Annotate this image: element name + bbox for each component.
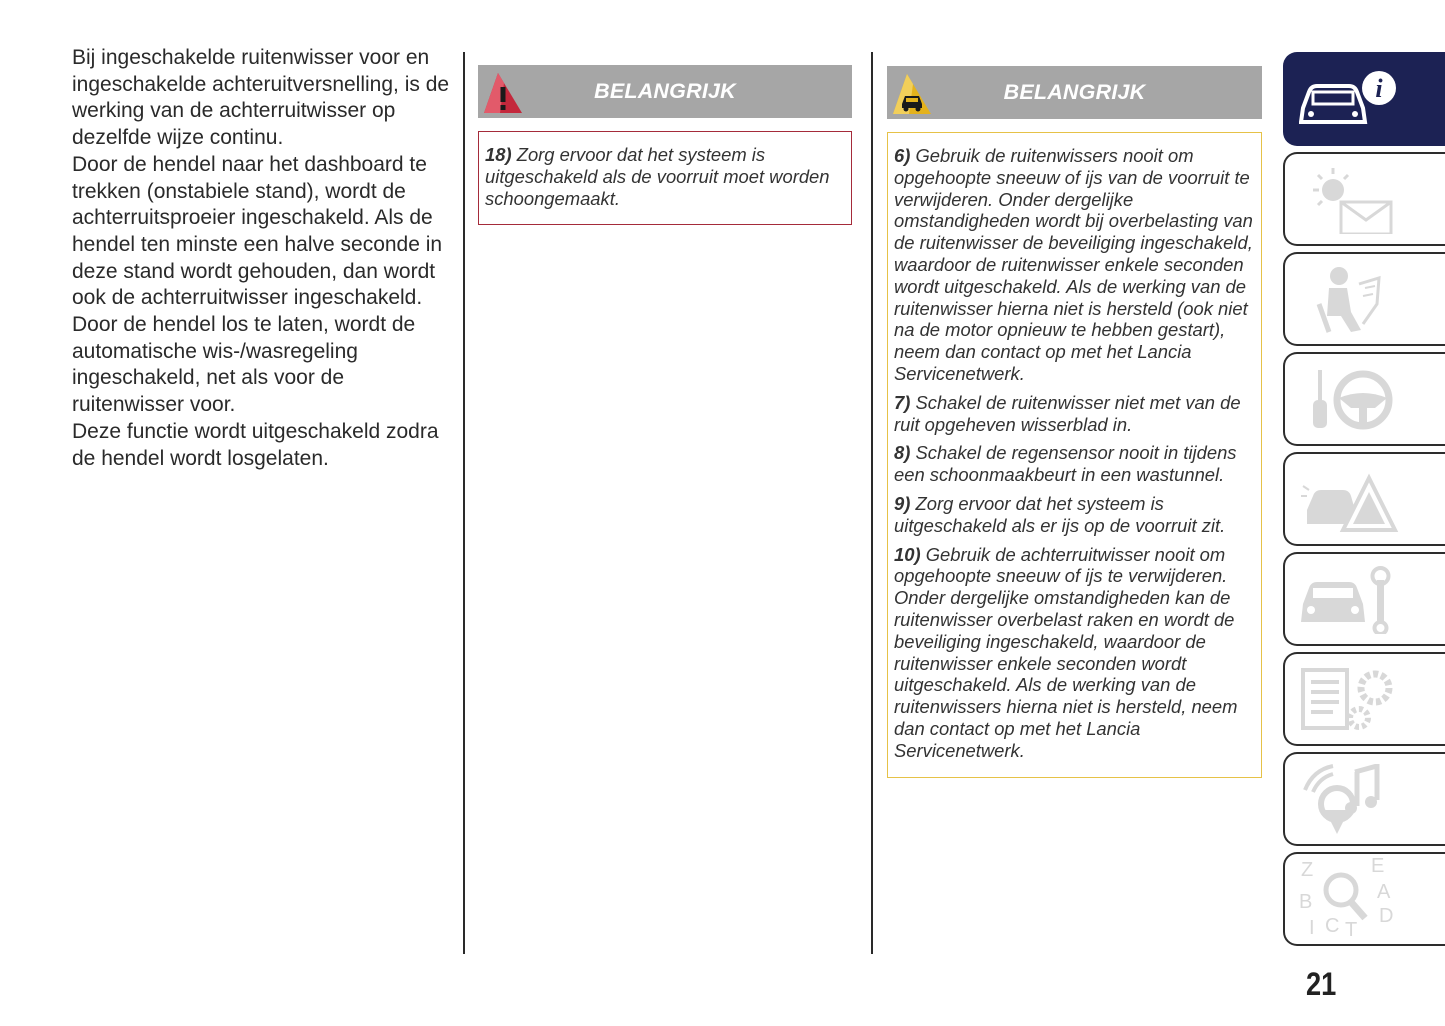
specs-gears-icon [1299,664,1399,734]
index-letter: C [1325,915,1340,936]
index-letter: D [1379,905,1394,927]
index-letter: I [1309,917,1315,936]
tab-driving[interactable] [1283,352,1445,446]
tab-lights[interactable] [1283,152,1445,246]
note [485,144,843,209]
note-text: Gebruik de achterruitwisser nooit om opgehoopte sneeuw of ijs te verwijderen. Onder dergelijke omstandigheden kan de ruitenwisser overbelast raken en wordt de beveiliging ingeschakeld, waardoor de ruitenwisser enkele seconden wordt uitgeschakeld. Als de werking van de ruitenwissers hierna niet is hersteld, neem dan contact op met het Lancia Servicenetwerk. [894,543,1238,761]
note-text: Gebruik de ruitenwissers nooit om opgehoopte sneeuw of ijs van de voorruit te verwijderen. Onder dergelijke omstandigheden wordt bij overbelasting van de ruitenwisser de beveiliging ingeschakeld, waardoor de ruitenwisser enkele seconden wordt uitgeschakeld. Als de werking van de ruitenwisser hierna niet is hersteld (ook niet na de motor opnieuw te hebben gestart), neem dan contact op met het Lancia Servicenetwerk. [894,145,1253,384]
note [894,442,1253,486]
multimedia-icon [1299,764,1399,834]
note-text: Schakel de ruitenwisser niet met van de ruit opgeheven wisserblad in. [894,391,1241,435]
warning-header-yellow [887,66,1262,119]
note-text: Zorg ervoor dat het systeem is uitgeschakeld als de voorruit moet worden schoongemaakt. [485,144,830,209]
column-divider [463,52,465,954]
note-number: 18) [485,144,512,165]
lights-mail-icon [1299,164,1399,234]
page-number: 21 [1306,966,1337,1002]
note-text: Zorg ervoor dat het systeem is uitgeschakeld als er ijs op de voorruit zit. [894,492,1226,536]
car-warning-icon [1299,464,1399,534]
note-number: 9) [894,492,911,514]
index-letter: T [1345,919,1358,936]
note [894,493,1253,537]
warning-box-yellow [887,132,1262,778]
column-divider [871,52,873,954]
tab-car-info[interactable] [1283,52,1445,146]
warning-box-red [478,131,852,225]
seat-airbag-icon [1299,264,1399,334]
car-wrench-icon [1299,564,1399,634]
note-number: 7) [894,391,911,413]
index-letter: E [1371,856,1385,877]
tab-multimedia[interactable] [1283,752,1445,846]
note-text: Schakel de regensensor nooit in tijdens een schoonmaakbeurt in een wastunnel. [894,442,1237,486]
svg-text:i: i [1375,74,1383,103]
note [894,145,1253,385]
note [894,544,1253,762]
tab-technical-data[interactable] [1283,652,1445,746]
note [894,392,1253,436]
body-text-column [72,45,452,472]
note-number: 10) [894,543,921,565]
index-letter: B [1299,891,1313,913]
warning-header-red [478,65,852,118]
tab-safety[interactable] [1283,252,1445,346]
warning-title: BELANGRIJK [1003,80,1146,104]
tab-index[interactable] [1283,852,1445,946]
warning-title: BELANGRIJK [594,79,736,103]
index-letter: Z [1301,859,1314,881]
paragraph: Deze functie wordt uitgeschakeld zodra de hendel wordt losgelaten. [72,419,439,470]
paragraph: Bij ingeschakelde ruitenwisser voor en ingeschakelde achteruitversnelling, is de werking van de achterruitwisser op dezelfde wijze continu. [72,46,450,150]
note-number: 8) [894,442,911,464]
index-letter: A [1377,881,1391,903]
tab-emergency[interactable] [1283,452,1445,546]
tab-maintenance[interactable] [1283,552,1445,646]
key-steering-wheel-icon [1299,364,1399,434]
note-number: 6) [894,145,911,166]
car-info-icon [1299,64,1399,134]
alphabetical-index-icon [1299,856,1399,936]
paragraph: Door de hendel naar het dashboard te trekken (onstabiele stand), wordt de achterruitsproeier ingeschakeld. Als de hendel ten minste een halve seconde in deze stand wordt gehouden, dan wordt ook de achterruitwisser ingeschakeld. Door de hendel los te laten, wordt de automatische wis-/wasregeling ingeschakeld, net als voor de ruitenwisser voor. [72,152,443,417]
